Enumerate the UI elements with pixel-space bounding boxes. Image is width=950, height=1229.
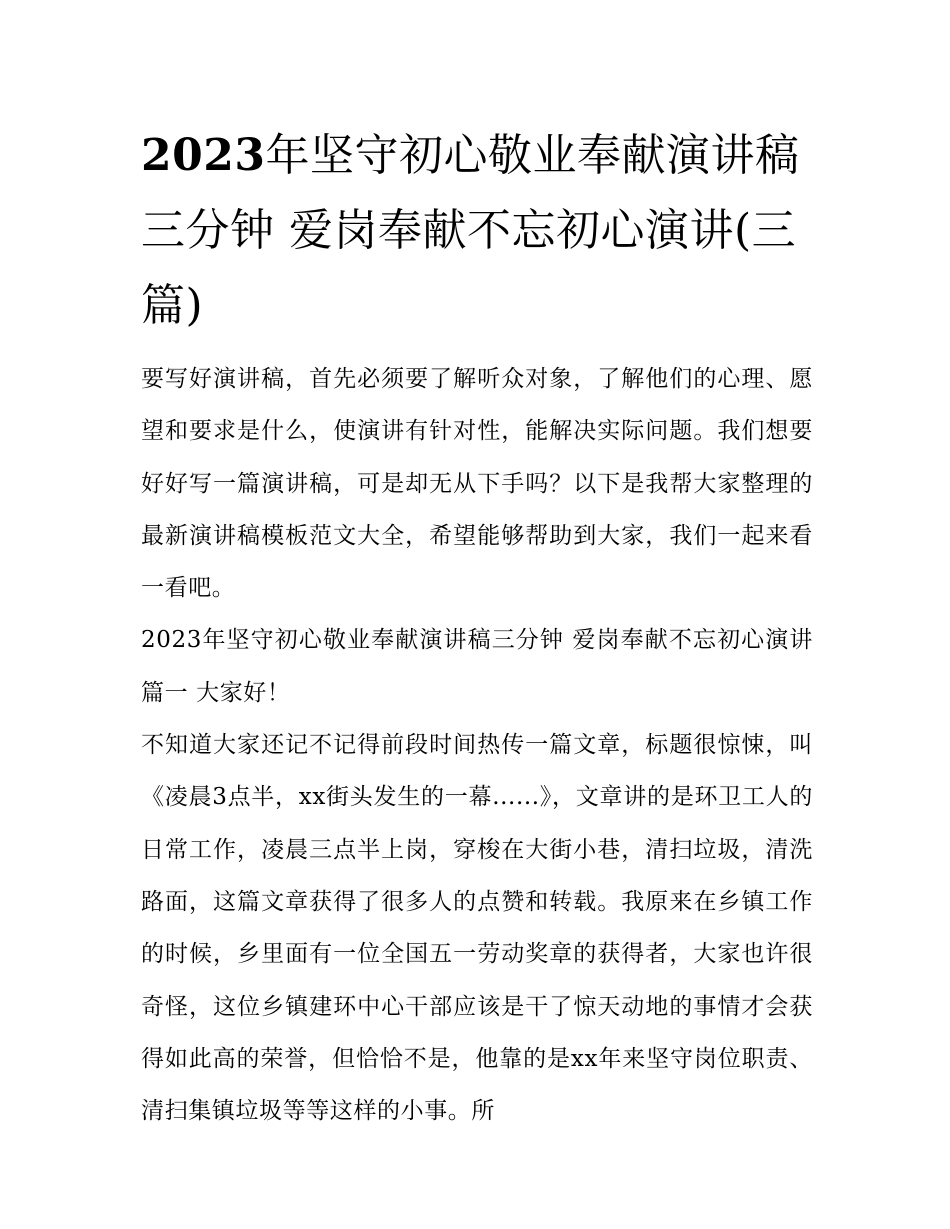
- section-heading-paragraph: 2023年坚守初心敬业奉献演讲稿三分钟 爱岗奉献不忘初心演讲篇一 大家好！: [141, 627, 813, 706]
- document-body: [141, 353, 813, 1137]
- document-content: [141, 118, 813, 1137]
- title-text: 年坚守初心敬业奉献演讲稿三分钟 爱岗奉献不忘初心演讲(三篇): [141, 130, 800, 331]
- title-year: 2023: [141, 130, 266, 181]
- body-paragraph: 不知道大家还记不记得前段时间热传一篇文章，标题很惊悚，叫《凌晨3点半，xx街头发生的一幕......》，文章讲的是环卫工人的日常工作，凌晨三点半上岗，穿梭在大街小巷，清扫垃圾，清洗路面，这篇文章获得了很多人的点赞和转载。我原来在乡镇工作的时候，乡里面有一位全国五一劳动奖章的获得者，大家也许很奇怪，这位乡镇建环中心干部应该是干了惊天动地的事情才会获得如此高的荣誉，但恰恰不是，他靠的是xx年来坚守岗位职责、清扫集镇垃圾等等这样的小事。所: [141, 732, 813, 1125]
- document-title: [141, 118, 813, 343]
- intro-paragraph: 要写好演讲稿，首先必须要了解听众对象，了解他们的心理、愿望和要求是什么，使演讲有针对性，能解决实际问题。我们想要好好写一篇演讲稿，可是却无从下手吗？以下是我帮大家整理的最新演讲稿模板范文大全，希望能够帮助到大家，我们一起来看一看吧。: [141, 366, 813, 602]
